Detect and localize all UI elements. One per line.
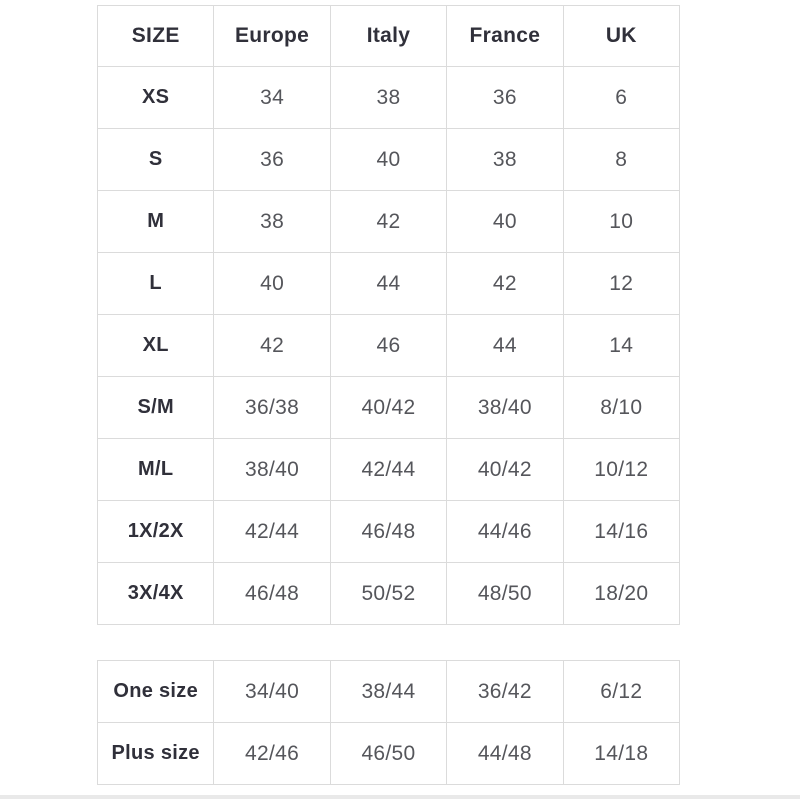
uk-value-cell: 6 [563, 67, 679, 129]
uk-value-cell: 10/12 [563, 439, 679, 501]
table-row [98, 191, 680, 253]
europe-value-cell: 34 [214, 67, 330, 129]
italy-value-cell: 40/42 [330, 377, 446, 439]
france-value-cell: 48/50 [447, 563, 563, 625]
tables-container [97, 5, 680, 785]
europe-value-cell: 42 [214, 315, 330, 377]
table-row [98, 67, 680, 129]
size-label-cell: Plus size [98, 723, 214, 785]
size-label-cell: M [98, 191, 214, 253]
france-value-cell: 40/42 [447, 439, 563, 501]
europe-value-cell: 42/46 [214, 723, 330, 785]
column-header-uk: UK [563, 6, 679, 67]
size-label-cell: 3X/4X [98, 563, 214, 625]
italy-value-cell: 38/44 [330, 661, 446, 723]
france-value-cell: 36 [447, 67, 563, 129]
size-label-cell: L [98, 253, 214, 315]
italy-value-cell: 38 [330, 67, 446, 129]
column-header-size: SIZE [98, 6, 214, 67]
uk-value-cell: 8/10 [563, 377, 679, 439]
france-value-cell: 40 [447, 191, 563, 253]
table-row [98, 315, 680, 377]
table-row [98, 377, 680, 439]
uk-value-cell: 10 [563, 191, 679, 253]
italy-value-cell: 46/50 [330, 723, 446, 785]
france-value-cell: 38/40 [447, 377, 563, 439]
italy-value-cell: 40 [330, 129, 446, 191]
europe-value-cell: 40 [214, 253, 330, 315]
page-bottom-divider [0, 795, 800, 799]
size-label-cell: XL [98, 315, 214, 377]
table-row [98, 723, 680, 785]
italy-value-cell: 44 [330, 253, 446, 315]
table-row [98, 563, 680, 625]
size-label-cell: M/L [98, 439, 214, 501]
europe-value-cell: 36/38 [214, 377, 330, 439]
table-row [98, 661, 680, 723]
size-label-cell: S/M [98, 377, 214, 439]
italy-value-cell: 50/52 [330, 563, 446, 625]
uk-value-cell: 14/16 [563, 501, 679, 563]
size-label-cell: S [98, 129, 214, 191]
italy-value-cell: 42 [330, 191, 446, 253]
europe-value-cell: 38 [214, 191, 330, 253]
size-conversion-table [97, 5, 680, 625]
italy-value-cell: 46 [330, 315, 446, 377]
europe-value-cell: 46/48 [214, 563, 330, 625]
table-row [98, 501, 680, 563]
italy-value-cell: 42/44 [330, 439, 446, 501]
france-value-cell: 42 [447, 253, 563, 315]
europe-value-cell: 42/44 [214, 501, 330, 563]
france-value-cell: 44 [447, 315, 563, 377]
table-header-row [98, 6, 680, 67]
france-value-cell: 38 [447, 129, 563, 191]
france-value-cell: 44/46 [447, 501, 563, 563]
uk-value-cell: 8 [563, 129, 679, 191]
table-row [98, 253, 680, 315]
uk-value-cell: 18/20 [563, 563, 679, 625]
europe-value-cell: 38/40 [214, 439, 330, 501]
italy-value-cell: 46/48 [330, 501, 446, 563]
table-row [98, 129, 680, 191]
special-sizes-table [97, 660, 680, 785]
europe-value-cell: 36 [214, 129, 330, 191]
uk-value-cell: 12 [563, 253, 679, 315]
uk-value-cell: 6/12 [563, 661, 679, 723]
table-row [98, 439, 680, 501]
uk-value-cell: 14/18 [563, 723, 679, 785]
france-value-cell: 44/48 [447, 723, 563, 785]
size-label-cell: One size [98, 661, 214, 723]
column-header-italy: Italy [330, 6, 446, 67]
size-label-cell: 1X/2X [98, 501, 214, 563]
size-label-cell: XS [98, 67, 214, 129]
europe-value-cell: 34/40 [214, 661, 330, 723]
column-header-france: France [447, 6, 563, 67]
france-value-cell: 36/42 [447, 661, 563, 723]
column-header-europe: Europe [214, 6, 330, 67]
uk-value-cell: 14 [563, 315, 679, 377]
